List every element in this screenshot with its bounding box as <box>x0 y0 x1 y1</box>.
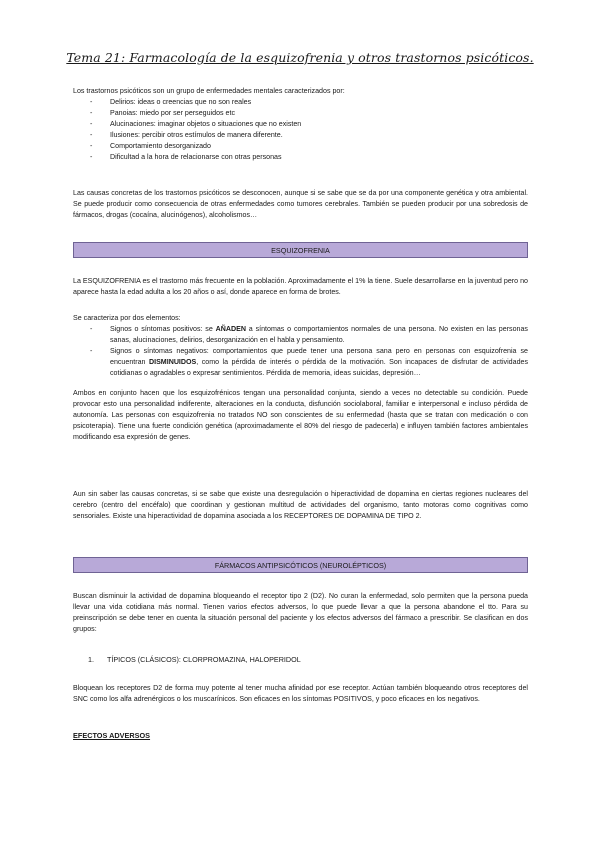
elements-lead: Se caracteriza por dos elementos: <box>73 314 181 322</box>
section-heading-esquizofrenia: ESQUIZOFRENIA <box>73 242 528 258</box>
list-item: - Alucinaciones: imaginar objetos o situaciones que no existen <box>73 119 528 130</box>
list-item: - Dificultad a la hora de relacionarse con otras personas <box>73 152 528 163</box>
list-item: - Ilusiones: percibir otros estímulos de manera diferente. <box>73 130 528 141</box>
section-heading-antipsicoticos: FÁRMACOS ANTIPSICÓTICOS (NEUROLÉPTICOS) <box>73 557 528 573</box>
group-typical-label: TÍPICOS (CLÁSICOS): CLORPROMAZINA, HALOPERIDOL <box>107 655 301 664</box>
antipsicoticos-paragraph: Buscan disminuir la actividad de dopamina bloqueando el receptor tipo 2 (D2). No curan la enfermedad, solo permiten que la persona pueda llevar una vida cotidiana más normal. Tienen varios efectos adversos, lo que puede llevar a que la persona abandone el tto. Para su preinscripción se debe tener en cuenta la situación personal del paciente y los efectos adversos del fármaco a prescribir. Se clasifican en dos grupos: <box>73 592 528 633</box>
list-item-negative: - Signos o síntomas negativos: comportamientos que puede tener una persona sana pero en personas con esquizofrenia se encuentran DISMINUIDOS, como la pérdida de interés o pérdida de la motivación. Son incapaces de disfrutar de actividades cotidianas o agradables o expresar sentimientos. Pérdida de memoria, ideas suicidas, depresión… <box>73 346 528 379</box>
list-item-positive: - Signos o síntomas positivos: se AÑADEN a síntomas o comportamientos normales de una persona. No existen en las personas sanas, alucinaciones, delirios, desorganización en el habla y pensamiento. <box>73 324 528 346</box>
dopamine-paragraph: Aun sin saber las causas concretas, si se sabe que existe una desregulación o hiperactividad de dopamina en ciertas regiones nucleares del cerebro (centro del encéfalo) que coordinan y gestionan multitud de actividades del organismo, tanto motoras como cognitivas como sensoriales. Existe una hiperactividad de dopamina asociada a los RECEPTORES DE DOPAMINA DE TIPO 2. <box>73 490 528 520</box>
group-typical-number: 1. <box>88 655 94 664</box>
symptom-list <box>73 97 528 163</box>
list-item: - Delirios: ideas o creencias que no son reales <box>73 97 528 108</box>
page-title: Tema 21: Farmacología de la esquizofrenia y otros trastornos psicóticos. <box>66 50 534 65</box>
list-item: - Comportamiento desorganizado <box>73 141 528 152</box>
intro-lead: Los trastornos psicóticos son un grupo de enfermedades mentales caracterizados por: <box>73 87 345 95</box>
list-item: - Panoias: miedo por ser perseguidos etc <box>73 108 528 119</box>
causes-paragraph: Las causas concretas de los trastornos psicóticos se desconocen, aunque si se sabe que se da por una componente genética y otra ambiental. Se puede producir como consecuencia de otras enfermedades como tumores cerebrales. También se pueden producir por una sobredosis de fármacos, drogas (cocaína, alucinógenos), alcoholismos… <box>73 189 528 219</box>
typical-paragraph: Bloquean los receptores D2 de forma muy potente al tener mucha afinidad por ese receptor. Actúan también bloqueando otros receptores del SNC como los alfa adrenérgicos o los muscarínicos. Son eficaces en los síntomas POSITIVOS, y poco eficaces en los negativos. <box>73 684 528 703</box>
conjunto-paragraph: Ambos en conjunto hacen que los esquizofrénicos tengan una personalidad conjunta, siendo a veces no detectable su condición. Puede provocar esto una personalidad indiferente, alteraciones en la conducta, disfunción sociolaboral, familiar e interpersonal e incluso pérdida de autonomía. Las personas con esquizofrenia no tratados NO son conscientes de su enfermedad (hasta que se tratan con medicación o con psicoterapia). Tiene una fuerte condición genética (aproximadamente el 80% del riesgo de padecerla) e influyen también factores ambientales modificando esa expresión de genes. <box>73 389 528 441</box>
adverse-effects-heading: EFECTOS ADVERSOS <box>73 731 151 740</box>
esquizofrenia-intro-paragraph: La ESQUIZOFRENIA es el trastorno más frecuente en la población. Aproximadamente el 1% la tiene. Suele desarrollarse en la juventud pero no aparece hasta la edad adulta a los 20 años o así, donde aparece en forma de brotes. <box>73 277 528 296</box>
elements-list <box>73 324 528 379</box>
